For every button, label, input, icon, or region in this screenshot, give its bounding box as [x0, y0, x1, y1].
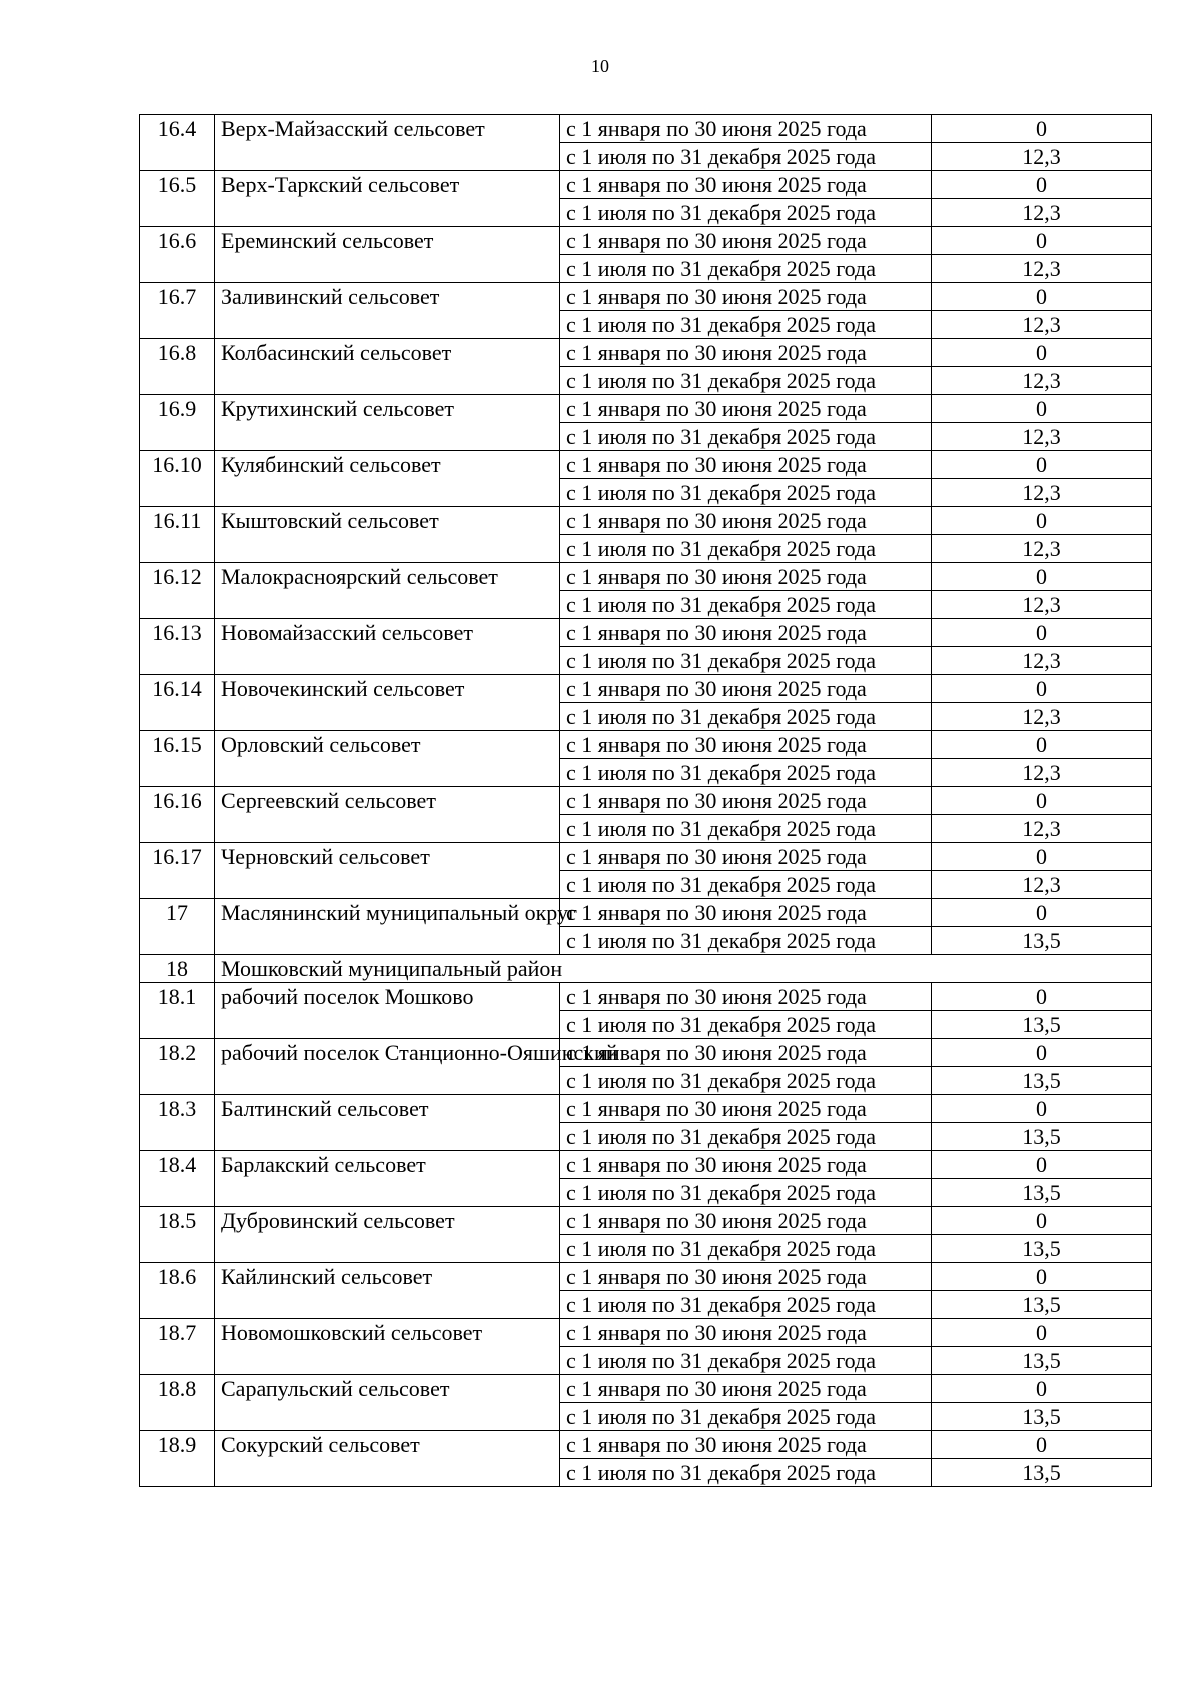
- table-row: [140, 395, 1152, 423]
- municipality-name: рабочий поселок Мошково: [215, 983, 560, 1039]
- period-second-half: с 1 июля по 31 декабря 2025 года: [560, 199, 932, 227]
- period-second-half: с 1 июля по 31 декабря 2025 года: [560, 1179, 932, 1207]
- row-number: 16.15: [140, 731, 215, 787]
- period-first-half: с 1 января по 30 июня 2025 года: [560, 675, 932, 703]
- table-row: [140, 1319, 1152, 1347]
- table-row: [140, 1039, 1152, 1067]
- municipality-name: Дубровинский сельсовет: [215, 1207, 560, 1263]
- period-first-half: с 1 января по 30 июня 2025 года: [560, 843, 932, 871]
- period-first-half: с 1 января по 30 июня 2025 года: [560, 899, 932, 927]
- rate-first-half: 0: [932, 339, 1152, 367]
- table-row: [140, 563, 1152, 591]
- rate-first-half: 0: [932, 731, 1152, 759]
- period-first-half: с 1 января по 30 июня 2025 года: [560, 563, 932, 591]
- table-row: [140, 619, 1152, 647]
- rate-first-half: 0: [932, 1151, 1152, 1179]
- period-first-half: с 1 января по 30 июня 2025 года: [560, 787, 932, 815]
- table-row: [140, 227, 1152, 255]
- table-row: [140, 983, 1152, 1011]
- rate-second-half: 12,3: [932, 647, 1152, 675]
- rate-second-half: 13,5: [932, 1291, 1152, 1319]
- period-first-half: с 1 января по 30 июня 2025 года: [560, 1151, 932, 1179]
- section-name: Мошковский муниципальный район: [215, 955, 1152, 983]
- period-first-half: с 1 января по 30 июня 2025 года: [560, 171, 932, 199]
- period-first-half: с 1 января по 30 июня 2025 года: [560, 1039, 932, 1067]
- row-number: 16.13: [140, 619, 215, 675]
- period-second-half: с 1 июля по 31 декабря 2025 года: [560, 703, 932, 731]
- table-row: [140, 1095, 1152, 1123]
- rate-first-half: 0: [932, 1207, 1152, 1235]
- municipality-name: Заливинский сельсовет: [215, 283, 560, 339]
- rate-second-half: 12,3: [932, 255, 1152, 283]
- rate-first-half: 0: [932, 1319, 1152, 1347]
- row-number: 18: [140, 955, 215, 983]
- table-row: [140, 339, 1152, 367]
- rate-first-half: 0: [932, 899, 1152, 927]
- municipality-name: Черновский сельсовет: [215, 843, 560, 899]
- municipality-name: Крутихинский сельсовет: [215, 395, 560, 451]
- row-number: 18.4: [140, 1151, 215, 1207]
- rate-second-half: 12,3: [932, 871, 1152, 899]
- municipality-name: Маслянинский муниципальный округ: [215, 899, 560, 955]
- municipality-name: Кайлинский сельсовет: [215, 1263, 560, 1319]
- row-number: 16.4: [140, 115, 215, 171]
- rate-second-half: 12,3: [932, 703, 1152, 731]
- rate-first-half: 0: [932, 171, 1152, 199]
- rate-second-half: 12,3: [932, 591, 1152, 619]
- row-number: 18.2: [140, 1039, 215, 1095]
- rate-second-half: 12,3: [932, 759, 1152, 787]
- rate-second-half: 13,5: [932, 1179, 1152, 1207]
- rate-first-half: 0: [932, 395, 1152, 423]
- municipality-name: Сергеевский сельсовет: [215, 787, 560, 843]
- period-second-half: с 1 июля по 31 декабря 2025 года: [560, 535, 932, 563]
- municipality-name: рабочий поселок Станционно-Ояшинский: [215, 1039, 560, 1095]
- table-row: [140, 787, 1152, 815]
- rate-second-half: 12,3: [932, 311, 1152, 339]
- table-row: [140, 283, 1152, 311]
- table-row: [140, 731, 1152, 759]
- period-first-half: с 1 января по 30 июня 2025 года: [560, 227, 932, 255]
- period-second-half: с 1 июля по 31 декабря 2025 года: [560, 871, 932, 899]
- municipality-name: Сарапульский сельсовет: [215, 1375, 560, 1431]
- municipality-name: Новомайзасский сельсовет: [215, 619, 560, 675]
- period-second-half: с 1 июля по 31 декабря 2025 года: [560, 367, 932, 395]
- table-row: [140, 899, 1152, 927]
- row-number: 18.3: [140, 1095, 215, 1151]
- row-number: 16.14: [140, 675, 215, 731]
- table-row: [140, 1151, 1152, 1179]
- period-second-half: с 1 июля по 31 декабря 2025 года: [560, 1291, 932, 1319]
- rate-first-half: 0: [932, 675, 1152, 703]
- period-second-half: с 1 июля по 31 декабря 2025 года: [560, 759, 932, 787]
- table-row: [140, 451, 1152, 479]
- rate-second-half: 12,3: [932, 535, 1152, 563]
- period-first-half: с 1 января по 30 июня 2025 года: [560, 1375, 932, 1403]
- municipality-name: Колбасинский сельсовет: [215, 339, 560, 395]
- rate-second-half: 12,3: [932, 367, 1152, 395]
- table-row: [140, 1375, 1152, 1403]
- period-second-half: с 1 июля по 31 декабря 2025 года: [560, 1123, 932, 1151]
- rate-first-half: 0: [932, 563, 1152, 591]
- rate-first-half: 0: [932, 843, 1152, 871]
- table-body: [140, 115, 1152, 1487]
- period-second-half: с 1 июля по 31 декабря 2025 года: [560, 927, 932, 955]
- period-first-half: с 1 января по 30 июня 2025 года: [560, 451, 932, 479]
- rate-second-half: 13,5: [932, 1235, 1152, 1263]
- table-row: [140, 843, 1152, 871]
- period-first-half: с 1 января по 30 июня 2025 года: [560, 1431, 932, 1459]
- rate-first-half: 0: [932, 283, 1152, 311]
- table-row: [140, 115, 1152, 143]
- table-row: [140, 507, 1152, 535]
- rate-first-half: 0: [932, 1095, 1152, 1123]
- rate-second-half: 13,5: [932, 1011, 1152, 1039]
- rate-first-half: 0: [932, 507, 1152, 535]
- rate-second-half: 12,3: [932, 479, 1152, 507]
- rate-first-half: 0: [932, 227, 1152, 255]
- rate-second-half: 13,5: [932, 927, 1152, 955]
- rate-second-half: 12,3: [932, 199, 1152, 227]
- period-second-half: с 1 июля по 31 декабря 2025 года: [560, 1459, 932, 1487]
- rate-second-half: 13,5: [932, 1123, 1152, 1151]
- period-second-half: с 1 июля по 31 декабря 2025 года: [560, 815, 932, 843]
- row-number: 16.8: [140, 339, 215, 395]
- row-number: 16.11: [140, 507, 215, 563]
- rates-table: [139, 114, 1152, 1487]
- period-second-half: с 1 июля по 31 декабря 2025 года: [560, 1011, 932, 1039]
- municipality-name: Сокурский сельсовет: [215, 1431, 560, 1487]
- row-number: 18.6: [140, 1263, 215, 1319]
- rate-first-half: 0: [932, 983, 1152, 1011]
- rate-second-half: 13,5: [932, 1067, 1152, 1095]
- rate-second-half: 12,3: [932, 423, 1152, 451]
- period-first-half: с 1 января по 30 июня 2025 года: [560, 983, 932, 1011]
- rate-first-half: 0: [932, 115, 1152, 143]
- rate-second-half: 13,5: [932, 1347, 1152, 1375]
- table-row: [140, 171, 1152, 199]
- municipality-name: Новочекинский сельсовет: [215, 675, 560, 731]
- row-number: 18.9: [140, 1431, 215, 1487]
- period-second-half: с 1 июля по 31 декабря 2025 года: [560, 255, 932, 283]
- table-row: [140, 1207, 1152, 1235]
- rate-second-half: 12,3: [932, 143, 1152, 171]
- municipality-name: Орловский сельсовет: [215, 731, 560, 787]
- period-second-half: с 1 июля по 31 декабря 2025 года: [560, 1347, 932, 1375]
- period-first-half: с 1 января по 30 июня 2025 года: [560, 339, 932, 367]
- row-number: 18.7: [140, 1319, 215, 1375]
- page-number: 10: [591, 56, 609, 76]
- rate-first-half: 0: [932, 451, 1152, 479]
- rate-second-half: 12,3: [932, 815, 1152, 843]
- rate-second-half: 13,5: [932, 1403, 1152, 1431]
- municipality-name: Барлакский сельсовет: [215, 1151, 560, 1207]
- period-second-half: с 1 июля по 31 декабря 2025 года: [560, 311, 932, 339]
- period-first-half: с 1 января по 30 июня 2025 года: [560, 1319, 932, 1347]
- row-number: 16.9: [140, 395, 215, 451]
- period-second-half: с 1 июля по 31 декабря 2025 года: [560, 591, 932, 619]
- period-second-half: с 1 июля по 31 декабря 2025 года: [560, 143, 932, 171]
- period-first-half: с 1 января по 30 июня 2025 года: [560, 731, 932, 759]
- row-number: 18.1: [140, 983, 215, 1039]
- rate-first-half: 0: [932, 1039, 1152, 1067]
- period-first-half: с 1 января по 30 июня 2025 года: [560, 1095, 932, 1123]
- municipality-name: Ереминский сельсовет: [215, 227, 560, 283]
- table-row: [140, 1431, 1152, 1459]
- period-first-half: с 1 января по 30 июня 2025 года: [560, 283, 932, 311]
- period-second-half: с 1 июля по 31 декабря 2025 года: [560, 479, 932, 507]
- period-second-half: с 1 июля по 31 декабря 2025 года: [560, 423, 932, 451]
- period-first-half: с 1 января по 30 июня 2025 года: [560, 1263, 932, 1291]
- row-number: 18.5: [140, 1207, 215, 1263]
- rate-first-half: 0: [932, 1263, 1152, 1291]
- row-number: 17: [140, 899, 215, 955]
- rate-first-half: 0: [932, 1431, 1152, 1459]
- row-number: 16.12: [140, 563, 215, 619]
- row-number: 18.8: [140, 1375, 215, 1431]
- period-first-half: с 1 января по 30 июня 2025 года: [560, 507, 932, 535]
- row-number: 16.6: [140, 227, 215, 283]
- rate-first-half: 0: [932, 787, 1152, 815]
- period-first-half: с 1 января по 30 июня 2025 года: [560, 619, 932, 647]
- table-row: [140, 675, 1152, 703]
- period-second-half: с 1 июля по 31 декабря 2025 года: [560, 1235, 932, 1263]
- municipality-name: Балтинский сельсовет: [215, 1095, 560, 1151]
- period-first-half: с 1 января по 30 июня 2025 года: [560, 115, 932, 143]
- period-second-half: с 1 июля по 31 декабря 2025 года: [560, 647, 932, 675]
- municipality-name: Верх-Таркский сельсовет: [215, 171, 560, 227]
- municipality-name: Новомошковский сельсовет: [215, 1319, 560, 1375]
- row-number: 16.16: [140, 787, 215, 843]
- rate-first-half: 0: [932, 619, 1152, 647]
- rate-second-half: 13,5: [932, 1459, 1152, 1487]
- period-first-half: с 1 января по 30 июня 2025 года: [560, 1207, 932, 1235]
- period-second-half: с 1 июля по 31 декабря 2025 года: [560, 1403, 932, 1431]
- row-number: 16.10: [140, 451, 215, 507]
- period-second-half: с 1 июля по 31 декабря 2025 года: [560, 1067, 932, 1095]
- row-number: 16.7: [140, 283, 215, 339]
- table-row: [140, 1263, 1152, 1291]
- row-number: 16.17: [140, 843, 215, 899]
- municipality-name: Малокрасноярский сельсовет: [215, 563, 560, 619]
- table-row-section: [140, 955, 1152, 983]
- period-first-half: с 1 января по 30 июня 2025 года: [560, 395, 932, 423]
- municipality-name: Кулябинский сельсовет: [215, 451, 560, 507]
- rate-first-half: 0: [932, 1375, 1152, 1403]
- municipality-name: Кыштовский сельсовет: [215, 507, 560, 563]
- municipality-name: Верх-Майзасский сельсовет: [215, 115, 560, 171]
- row-number: 16.5: [140, 171, 215, 227]
